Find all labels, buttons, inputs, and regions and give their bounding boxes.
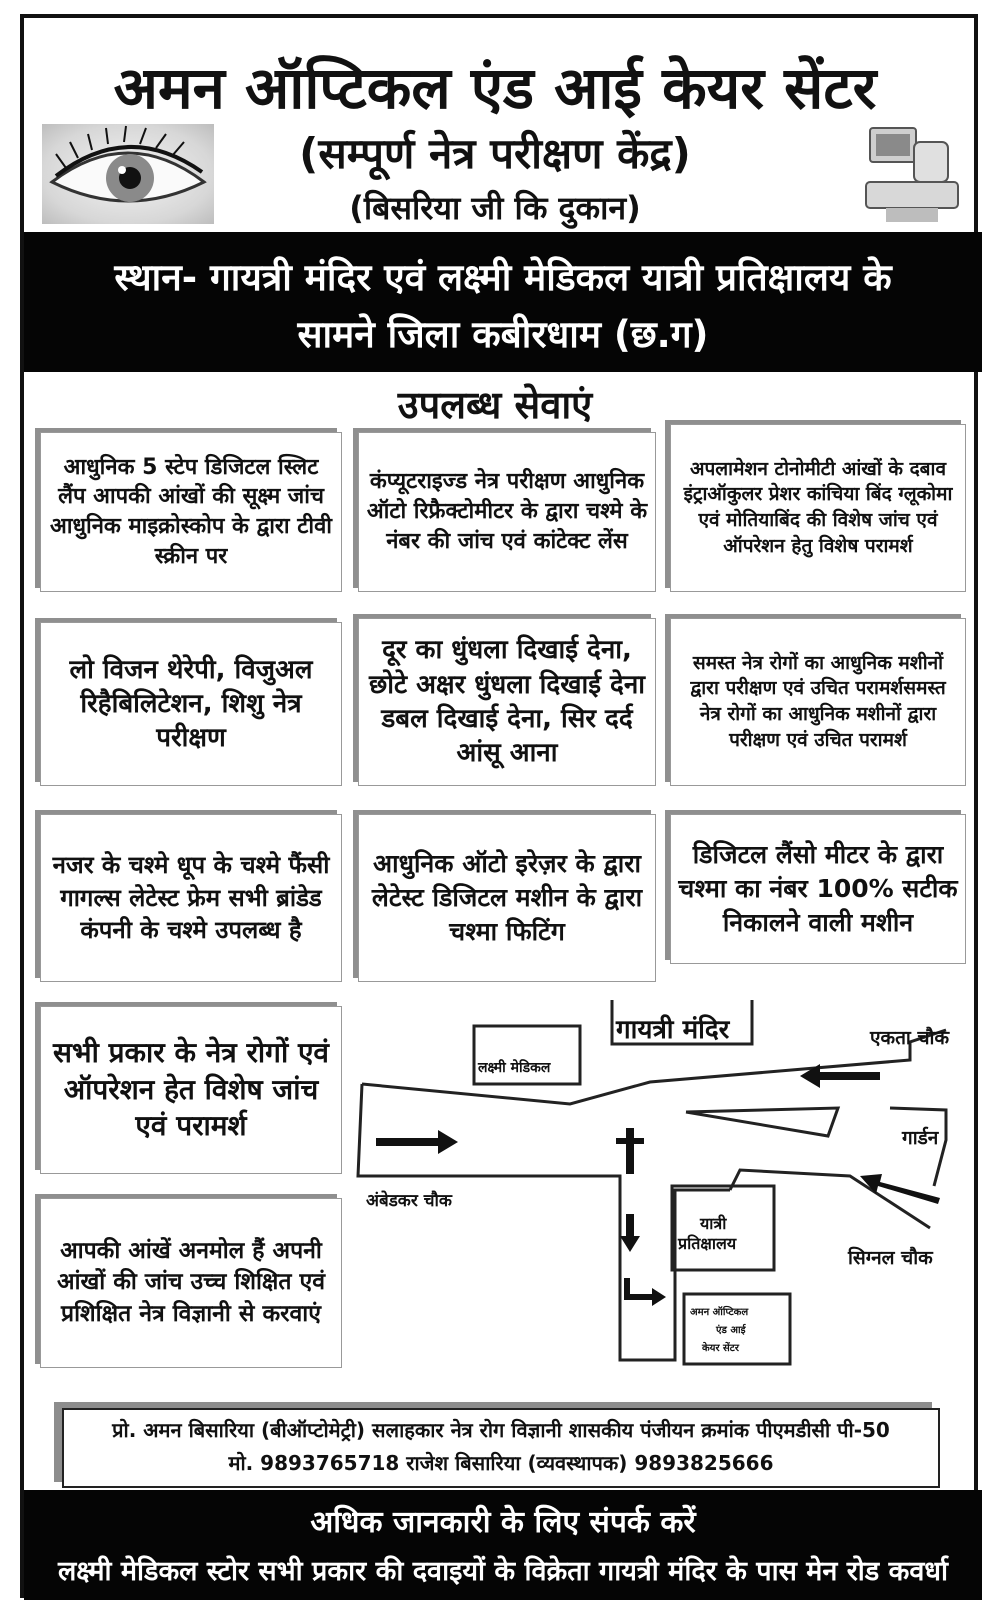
- service-card: आपकी आंखें अनमोल हैं अपनी आंखों की जांच उच्च शिक्षित एवं प्रशिक्षित नेत्र विज्ञानी से करवाएं: [40, 1198, 342, 1368]
- page-subtitle: (सम्पूर्ण नेत्र परीक्षण केंद्र): [299, 129, 691, 178]
- map-shop-label-3: केयर सेंटर: [702, 1343, 739, 1354]
- bottom-banner: [24, 1490, 982, 1600]
- map-label-yatri: यात्री: [700, 1214, 727, 1233]
- service-card: अपलामेशन टोनोमीटी आंखों के दबाव इंट्राऑकुलर प्रेशर कांचिया बिंद ग्लूकोमा एवं मोतियाबिंद की विशेष जांच एवं ऑपरेशन हेतु विशेष परामर्श: [670, 424, 966, 592]
- map-label-pratikshalay: प्रतिक्षालय: [678, 1234, 737, 1253]
- shop-nickname: (बिसरिया जी कि दुकान): [349, 189, 641, 227]
- service-card: नजर के चश्मे धूप के चश्मे फैंसी गागल्स लेटेस्ट फ्रेम सभी ब्रांडेड कंपनी के चश्मे उपलब्ध है: [40, 814, 342, 982]
- service-card: आधुनिक ऑटो इरेज़र के द्वारा लेटेस्ट डिजिटल मशीन के द्वारा चश्मा फिटिंग: [358, 814, 656, 982]
- map-label-signal-chowk: सिग्नल चौक: [848, 1247, 933, 1269]
- service-card: डिजिटल लैंसो मीटर के द्वारा चश्मा का नंबर 100% सटीक निकालने वाली मशीन: [670, 814, 966, 964]
- service-card: सभी प्रकार के नेत्र रोगों एवं ऑपरेशन हेत विशेष जांच एवं परामर्श: [40, 1006, 342, 1174]
- map-shop-label-1: अमन ऑप्टिकल: [690, 1307, 749, 1318]
- contact-box: [62, 1408, 940, 1488]
- map-label-ekta-chowk: एकता चौक: [870, 1027, 950, 1049]
- store-address: लक्ष्मी मेडिकल स्टोर सभी प्रकार की दवाइयों के विक्रेता गायत्री मंदिर के पास मेन रोड कवर्धा: [58, 1556, 948, 1587]
- location-line-2: सामने जिला कबीरधाम (छ.ग): [297, 313, 709, 356]
- map-label-gayatri-mandir: गायत्री मंदिर: [616, 1015, 730, 1045]
- map-label-garden: गार्डन: [902, 1127, 939, 1149]
- location-line-1: स्थान- गायत्री मंदिर एवं लक्ष्मी मेडिकल यात्री प्रतिक्षालय के: [114, 256, 892, 299]
- service-card: लो विजन थेरेपी, विजुअल रिहैबिलिटेशन, शिशु नेत्र परीक्षण: [40, 622, 342, 786]
- phone-line: मो. 9893765718 राजेश बिसारिया (व्यवस्थापक) 9893825666: [228, 1451, 774, 1475]
- map-shop-label-2: एंड आई: [716, 1325, 746, 1336]
- service-card: कंप्यूटराइज्ड नेत्र परीक्षण आधुनिक ऑटो रिफ्रैक्टोमीटर के द्वारा चश्मे के नंबर की जांच एवं कांटेक्ट लेंस: [358, 432, 656, 592]
- proprietor-line: प्रो. अमन बिसारिया (बीऑप्टोमेट्री) सलाहकार नेत्र रोग विज्ञानी शासकीय पंजीयन क्रमांक पीएमडीसी पी-50: [112, 1418, 890, 1442]
- map-label-laxmi-medical: लक्ष्मी मेडिकल: [478, 1060, 551, 1076]
- page-title: अमन ऑप्टिकल एंड आई केयर सेंटर: [113, 54, 877, 122]
- service-card: दूर का धुंधला दिखाई देना, छोटे अक्षर धुंधला दिखाई देना डबल दिखाई देना, सिर दर्द आंसू आना: [358, 618, 656, 786]
- location-banner: [24, 232, 982, 372]
- service-card: समस्त नेत्र रोगों का आधुनिक मशीनों द्वारा परीक्षण एवं उचित परामर्शसमस्त नेत्र रोगों का आधुनिक मशीनों द्वारा परीक्षण एवं उचित परामर्श: [670, 618, 966, 786]
- service-card: आधुनिक 5 स्टेप डिजिटल स्लिट लैंप आपकी आंखों की सूक्ष्म जांच आधुनिक माइक्रोस्कोप के द्वारा टीवी स्क्रीन पर: [40, 432, 342, 592]
- services-heading: उपलब्ध सेवाएं: [397, 383, 593, 427]
- map-label-ambedkar-chowk: अंबेडकर चौक: [366, 1191, 452, 1211]
- location-map: [350, 1000, 975, 1390]
- contact-prompt: अधिक जानकारी के लिए संपर्क करें: [310, 1505, 696, 1540]
